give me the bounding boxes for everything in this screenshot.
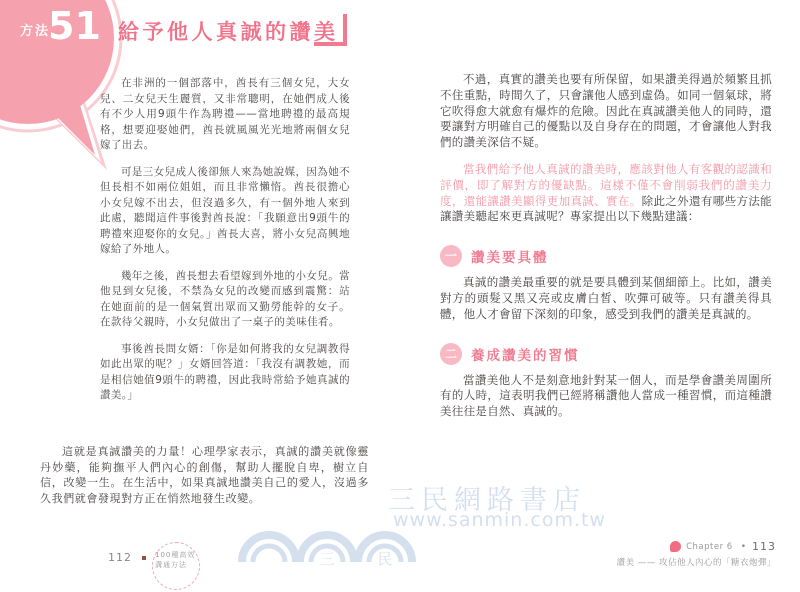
tip-number-badge: 一 xyxy=(440,245,462,267)
dot-bullet-icon: • xyxy=(740,541,746,552)
story-paragraph: 可是三女兒成人後卻無人來為她說媒，因為她不但長相不如兩位姐姐，而且非常懶惰。酋長很擔心小女兒嫁不出去，但沒過多久，有一個外地人來到此處，聽聞這件事後對酋長說：「我願意出9頭牛的聘禮來迎娶你的女兒。」酋長大喜，將小女兒高興地嫁給了外地人。 xyxy=(100,165,350,255)
book-title-line1: 100種高效 xyxy=(155,551,196,559)
tip-heading-row xyxy=(440,343,772,365)
watermark-store-name: 三民網路書店 xyxy=(388,485,586,516)
square-bullet-icon xyxy=(142,556,146,560)
tip-heading: 讚美要具體 xyxy=(471,250,549,267)
logo-char-2: 民 xyxy=(377,550,393,568)
body-paragraph: 不過，真實的讚美也要有所保留，如果讚美得過於頻繁且抓不住重點，時間久了，只會讓他人感到虛偽。如同一個氣球，將它吹得愈大就愈有爆炸的危險。因此在真誠讚美他人的同時，還要讓對方明確自己的優點以及自身存在的問題，才會讓他人對我們的讚美深信不疑。 xyxy=(440,72,772,150)
highlighted-text: 當我們給予他人真誠的讚美時，應該對他人有客觀的認識和評價，即了解對方的優缺點。這樣不僅不會削弱我們的讚美力度，還能讓讚美顯得更加真誠、實在。 xyxy=(440,161,772,208)
chapter-bubble-icon xyxy=(670,541,681,552)
left-page-footer xyxy=(108,551,195,570)
right-text-column xyxy=(440,72,772,440)
story-paragraph: 事後酋長問女婿：「你是如何將我的女兒調教得如此出眾的呢？」女婿回答道：「我沒有調教她，而是相信她值9頭牛的聘禮，因此我時常給予她真誠的讚美。」 xyxy=(100,342,350,401)
method-label: 方法 xyxy=(20,24,51,39)
chapter-line xyxy=(617,540,776,553)
story-paragraph: 幾年之後，酋長想去看望嫁到外地的小女兒。當他見到女兒後，不禁為女兒的改變而感到震驚：站在她面前的是一個氣質出眾而又勤勞能幹的女子。在款待父親時，小女兒做出了一桌子的美味佳肴。 xyxy=(100,269,350,328)
tip-body: 當讚美他人不是刻意地針對某一個人，而是學會讚美周圍所有的人時，這表明我們已經將稱讚他人當成一種習慣，而這種讚美往往是自然、真誠的。 xyxy=(440,372,772,419)
story-block xyxy=(100,76,350,415)
left-page-number: 112 xyxy=(108,551,132,564)
corner-bracket-icon xyxy=(314,14,347,46)
tip-body: 真誠的讚美最重要的就是要具體到某個細節上。比如，讚美對方的頭髮又黑又亮或皮膚白皙、吹彈可破等。只有讚美得具體，他人才會留下深刻的印象，感受到我們的讚美是真誠的。 xyxy=(440,275,772,321)
tip-heading-row xyxy=(440,245,772,267)
logo-char-1: 三 xyxy=(319,550,335,568)
watermark-url: www.sanmin.com.tw xyxy=(393,509,606,531)
book-title xyxy=(155,551,195,570)
story-paragraph: 在非洲的一個部落中，酋長有三個女兒，大女兒、二女兒天生麗質，又非常聰明，在她們成人後有不少人用9頭牛作為聘禮——當地聘禮的最高規格，想要迎娶她們，酋長就風風光光地將兩個女兒嫁了出去。 xyxy=(100,77,350,151)
method-number: 51 xyxy=(48,4,101,48)
chapter-title: 讚美 —— 攻佔他人內心的「糖衣炮彈」 xyxy=(616,558,776,568)
page-title: 給予他人真誠的讚美 xyxy=(118,20,339,44)
conclusion-paragraph: 這就是真誠讚美的力量！心理學家表示，真誠的讚美就像靈丹妙藥，能夠撫平人們內心的創傷，幫助人擺脫自卑，樹立自信，改變一生。在生活中，如果真誠地讚美自己的愛人，沒過多久我們就會發現對方正在悄然地發生改變。 xyxy=(40,445,369,505)
body-paragraph-highlighted xyxy=(440,162,772,225)
tip-heading: 養成讚美的習慣 xyxy=(471,347,580,364)
book-title-line2: 溝通方法 xyxy=(155,560,187,569)
chapter-label: Chapter 6 xyxy=(686,541,733,552)
right-page-number: 113 xyxy=(752,540,776,553)
right-page-footer xyxy=(617,540,776,568)
plain-text: 除此之外還有哪些方法能讓讚美聽起來更真誠呢？專家提出以下幾點建議： xyxy=(440,193,772,224)
tip-number-badge: 二 xyxy=(440,343,462,365)
